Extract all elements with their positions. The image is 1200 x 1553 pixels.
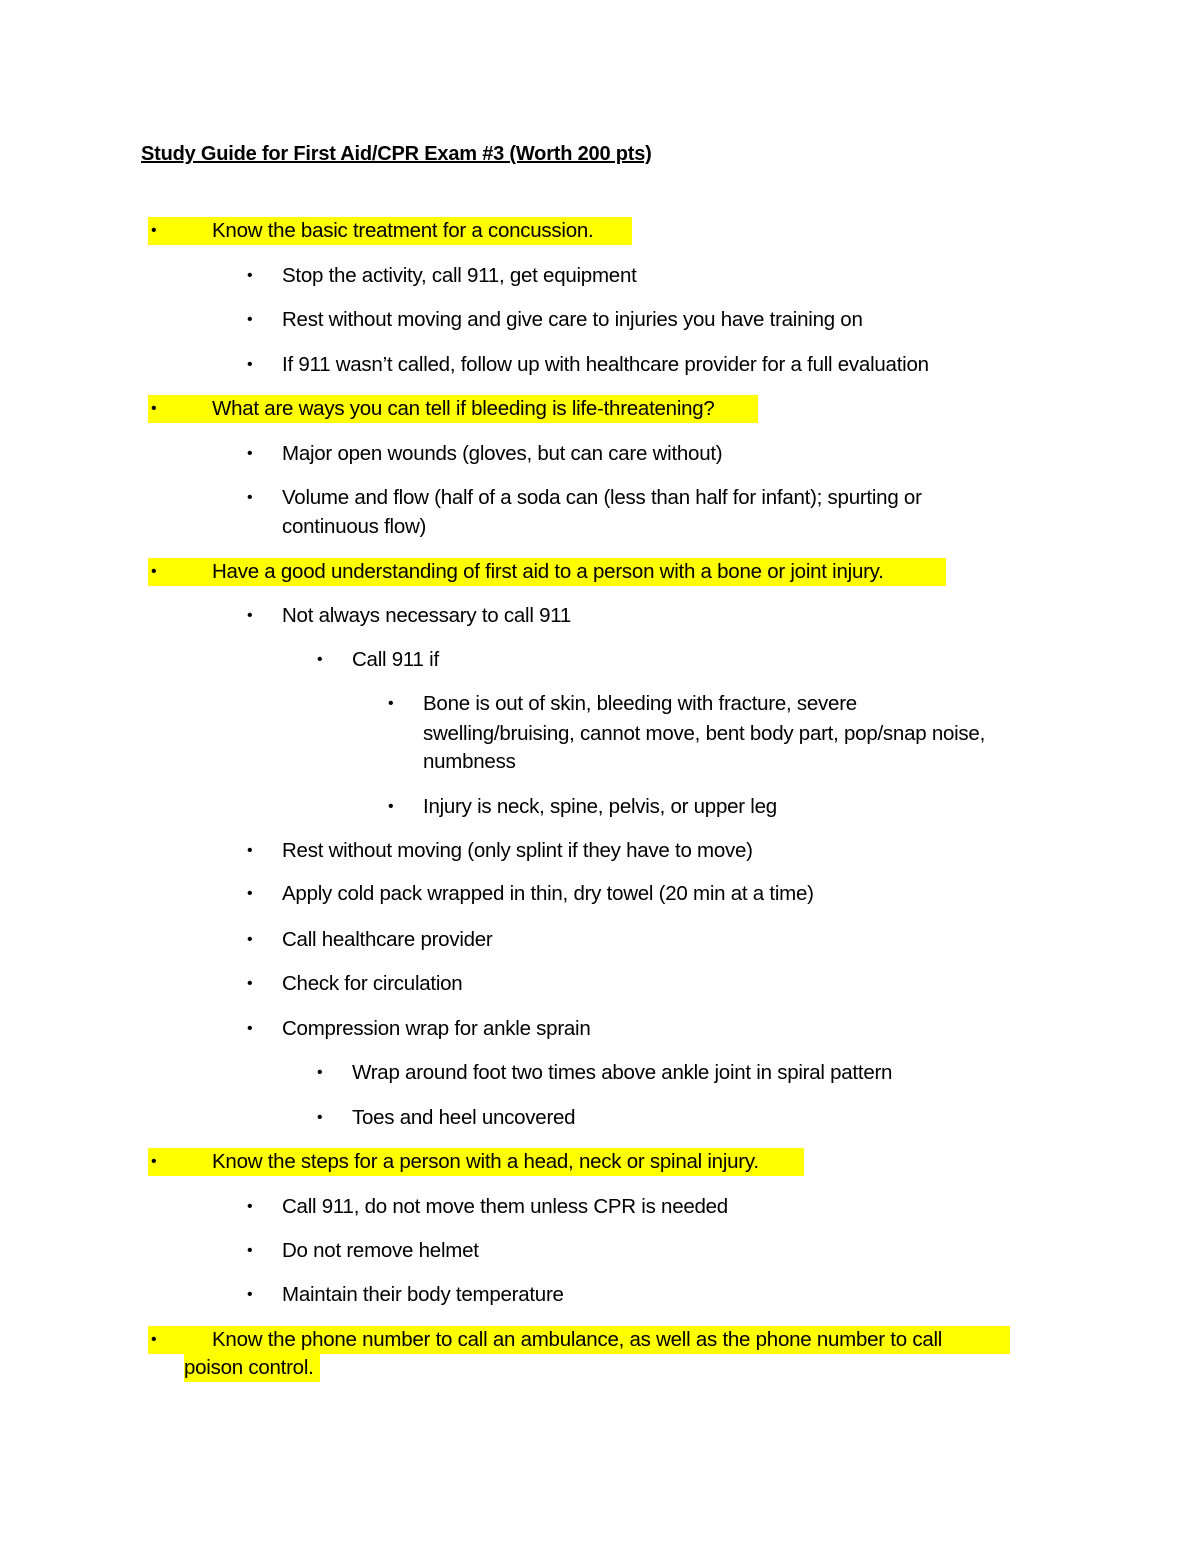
bullet-icon: • <box>151 400 157 417</box>
list-item-continuation: continuous flow) <box>282 515 427 538</box>
bullet-icon: • <box>247 607 253 624</box>
bullet-icon: • <box>247 931 253 948</box>
bullet-icon: • <box>247 1020 253 1037</box>
bullet-icon: • <box>151 563 157 580</box>
bullet-icon: • <box>388 695 394 712</box>
list-item: Injury is neck, spine, pelvis, or upper leg <box>423 795 777 818</box>
bullet-icon: • <box>317 651 323 668</box>
list-item: Major open wounds (gloves, but can care without) <box>282 442 723 465</box>
bullet-icon: • <box>247 1242 253 1259</box>
bullet-icon: • <box>317 1064 323 1081</box>
bullet-icon: • <box>317 1109 323 1126</box>
bullet-icon: • <box>247 356 253 373</box>
list-item: Rest without moving and give care to injuries you have training on <box>282 308 863 331</box>
list-item: Volume and flow (half of a soda can (less than half for infant); spurting or <box>282 486 922 509</box>
bullet-icon: • <box>247 267 253 284</box>
bullet-icon: • <box>247 975 253 992</box>
bullet-icon: • <box>247 489 253 506</box>
list-item: Maintain their body temperature <box>282 1283 564 1306</box>
bullet-icon: • <box>247 311 253 328</box>
bullet-icon: • <box>388 798 394 815</box>
list-item-continuation: swelling/bruising, cannot move, bent body part, pop/snap noise, <box>423 722 986 745</box>
list-item: Not always necessary to call 911 <box>282 604 572 627</box>
bullet-icon: • <box>151 1153 157 1170</box>
list-item-continuation: numbness <box>423 750 516 773</box>
bullet-icon: • <box>247 1198 253 1215</box>
list-item: Compression wrap for ankle sprain <box>282 1017 591 1040</box>
question-text: Know the basic treatment for a concussion. <box>212 219 594 242</box>
list-item: Call 911, do not move them unless CPR is needed <box>282 1195 728 1218</box>
list-item: Stop the activity, call 911, get equipment <box>282 264 637 287</box>
bullet-icon: • <box>247 842 253 859</box>
list-item: Check for circulation <box>282 972 463 995</box>
question-text-continuation: poison control. <box>184 1354 320 1382</box>
question-text: Have a good understanding of first aid to a person with a bone or joint injury. <box>212 560 884 583</box>
bullet-icon: • <box>247 885 253 902</box>
document-title: Study Guide for First Aid/CPR Exam #3 (Worth 200 pts) <box>141 143 652 165</box>
list-item: Apply cold pack wrapped in thin, dry towel (20 min at a time) <box>282 882 814 905</box>
question-text: Know the phone number to call an ambulance, as well as the phone number to call <box>212 1328 943 1351</box>
bullet-icon: • <box>151 222 157 239</box>
list-item: Rest without moving (only splint if they have to move) <box>282 839 753 862</box>
bullet-icon: • <box>247 1286 253 1303</box>
list-item: Bone is out of skin, bleeding with fracture, severe <box>423 692 857 715</box>
bullet-icon: • <box>247 445 253 462</box>
list-item: Wrap around foot two times above ankle joint in spiral pattern <box>352 1061 893 1084</box>
list-item: If 911 wasn’t called, follow up with healthcare provider for a full evaluation <box>282 353 929 376</box>
question-text: Know the steps for a person with a head, neck or spinal injury. <box>212 1150 759 1173</box>
list-item: Do not remove helmet <box>282 1239 479 1262</box>
question-text: What are ways you can tell if bleeding is life-threatening? <box>212 397 715 420</box>
list-item: Toes and heel uncovered <box>352 1106 576 1129</box>
list-item: Call 911 if <box>352 648 439 671</box>
bullet-icon: • <box>151 1331 157 1348</box>
list-item: Call healthcare provider <box>282 928 493 951</box>
